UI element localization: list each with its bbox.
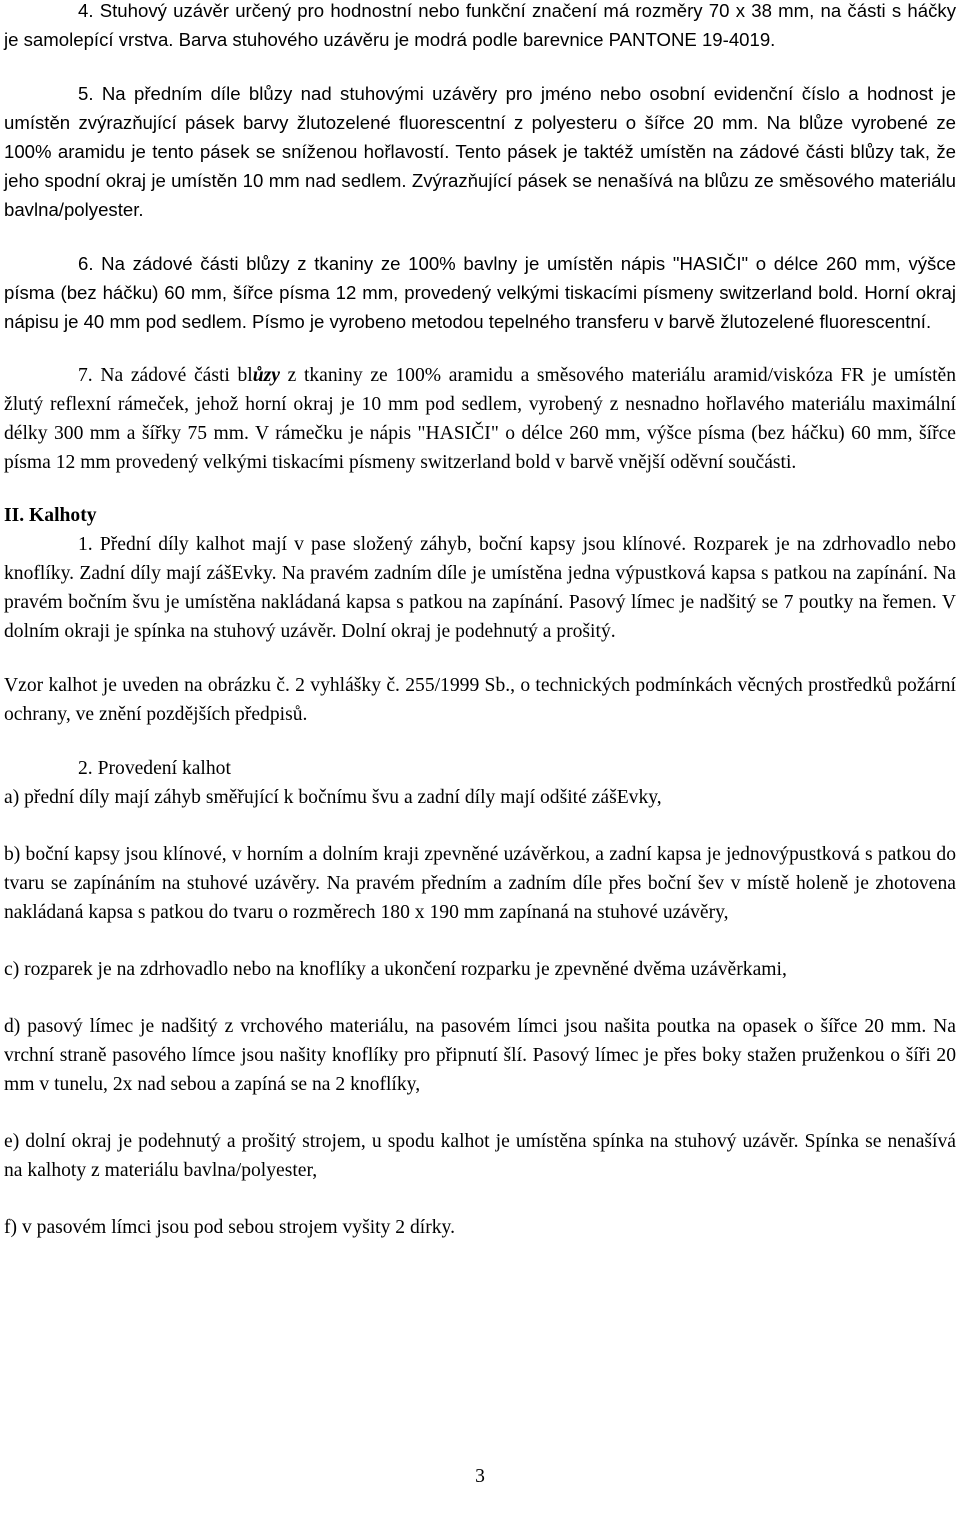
paragraph-4: 4. Stuhový uzávěr určený pro hodnostní nebo funkční značení má rozměry 70 x 38 mm, na části s háčky je samolepící vrstva. Barva stuhového uzávěru je modrá podle barevnice PANTONE 19-4019. bbox=[4, 0, 956, 50]
paragraph-5 bbox=[4, 79, 956, 224]
list-item-b: b) boční kapsy jsou klínové, v horním a dolním kraji zpevněné uzávěrkou, a zadní kapsa je jednovýpustková s patkou do tvaru se zapínáním na stuhové uzávěry. Na pravém předním a zadním díle přes boční šev v místě holeně je zhotovena nakládaná kapsa s patkou do tvaru o rozměrech 180 x 190 mm zapínaná na stuhové uzávěry, bbox=[4, 844, 956, 923]
paragraph-7-end: z tkaniny ze 100% aramidu a směsového materiálu aramid/viskóza FR je umístěn žlutý reflexní rámeček, jehož horní okraj je 10 mm pod sedlem, vyrobený z nesnadno hořlavého materiálu maximální délky 300 mm a šířky 75 mm. V rámečku je nápis "HASIČI" o délce 260 mm, výšce písma (bez háčku) 60 mm, šířce písma 12 mm provedený velkými tiskacími písmeny switzerland bold v barvě vnější oděvní součásti. bbox=[4, 365, 957, 473]
paragraph-5-part-2: Na blůze vyrobené ze 100% aramidu je tento pásek se sníženou hořlavostí. bbox=[4, 112, 956, 162]
paragraph-6: 6. Na zádové části blůzy z tkaniny ze 100% bavlny je umístěn nápis "HASIČI" o délce 260 mm, výšce písma (bez háčku) 60 mm, šířce písma 12 mm, provedený velkými tiskacími písmeny switzerland bold. Horní okraj nápisu je 40 mm pod sedlem. Písmo je vyrobeno metodou tepelného transferu v barvě žlutozelené fluorescentní. bbox=[4, 253, 956, 332]
list-item-a: a) přední díly mají záhyb směřující k bočnímu švu a zadní díly mají odšité zášEvky, bbox=[4, 787, 662, 808]
page-number: 3 bbox=[475, 1466, 485, 1487]
section-heading: II. Kalhoty bbox=[4, 505, 97, 526]
paragraph-5-part-1: 5. Na předním díle blůzy nad stuhovými uzávěry pro jméno nebo osobní evidenční číslo a hodnost je umístěn zvýrazňující pásek barvy žlutozelené fluorescentní z polyesteru o šířce 20 mm. bbox=[4, 83, 956, 133]
list-item-e: e) dolní okraj je podehnutý a prošitý strojem, u spodu kalhot je umístěna spínka na stuhový uzávěr. Spínka se nenašívá na kalhoty z materiálu bavlna/polyester, bbox=[4, 1131, 956, 1181]
pants-item-2-heading: 2. Provedení kalhot bbox=[78, 758, 231, 779]
paragraph-7-start: 7. Na zádové části bl bbox=[78, 365, 253, 386]
list-item-d: d) pasový límec je nadšitý z vrchového materiálu, na pasovém límci jsou našita poutka na opasek o šířce 20 mm. Na vrchní straně pasového límce jsou našity knoflíky pro připnutí šlí. Pasový límec je přes boky stažen pruženkou o šíři 20 mm v tunelu, 2x nad sebou a zapíná se na 2 knoflíky, bbox=[4, 1016, 956, 1095]
paragraph-7-emphasis: ůzy bbox=[252, 365, 280, 386]
pants-pattern-note: Vzor kalhot je uveden na obrázku č. 2 vyhlášky č. 255/1999 Sb., o technických podmínkách věcných prostředků požární ochrany, ve znění pozdějších předpisů. bbox=[4, 675, 956, 725]
paragraph-7 bbox=[4, 361, 956, 477]
list-item-c: c) rozparek je na zdrhovadlo nebo na knoflíky a ukončení rozparku je zpevněné dvěma uzávěrkami, bbox=[4, 959, 787, 980]
pants-item-1: 1. Přední díly kalhot mají v pase složený záhyb, boční kapsy jsou klínové. Rozparek je na zdrhovadlo nebo knoflíky. Zadní díly mají zášEvky. Na pravém zadním díle je umístěna jedna výpustková kapsa s patkou na zapínání. Na pravém bočním švu je umístěna nakládaná kapsa s patkou na zapínání. Pasový límec je nadšitý se 7 poutky na řemen. V dolním okraji je spínka na stuhový uzávěr. Dolní okraj je podehnutý a prošitý. bbox=[4, 534, 956, 642]
document-page bbox=[4, 0, 956, 1242]
list-item-f: f) v pasovém límci jsou pod sebou strojem vyšity 2 dírky. bbox=[4, 1217, 455, 1238]
paragraph-5-part-3: Tento pásek je taktéž umístěn na zádové části blůzy tak, že jeho spodní okraj je umístěn 10 mm nad sedlem. Zvýrazňující pásek se nenašívá na blůzu ze směsového materiálu bavlna/polyester. bbox=[4, 141, 956, 220]
